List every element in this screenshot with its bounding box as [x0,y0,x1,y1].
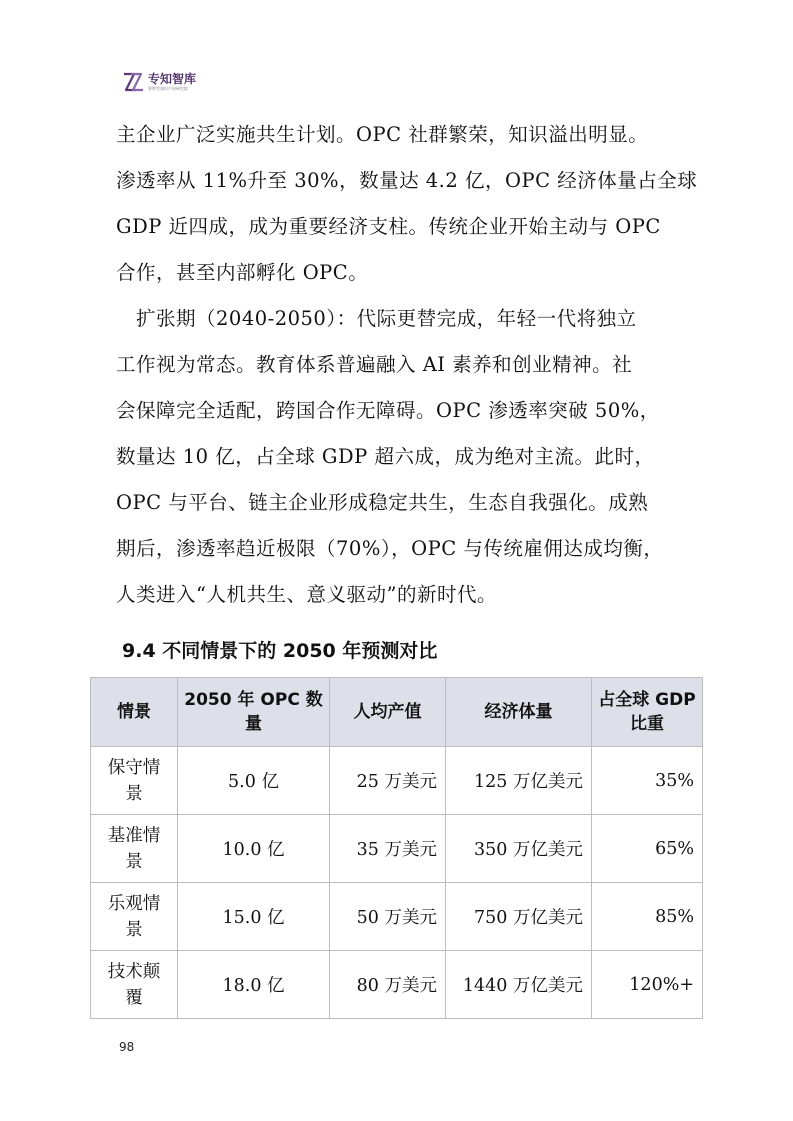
cell-economy-size: 350 万亿美元 [446,815,592,883]
cell-scenario: 技术颠覆 [91,951,178,1019]
body-line: 期后，渗透率趋近极限（70%），OPC 与传统雇佣达成均衡， [116,537,664,560]
table-row [91,951,703,1019]
logo-mark-icon [122,72,144,92]
logo-subtitle: 智库型知识产权研究院 [148,85,188,91]
table-row [91,815,703,883]
body-line: 工作视为常态。教育体系普遍融入 AI 素养和创业精神。社 [116,353,633,376]
cell-gdp-share: 65% [592,815,703,883]
body-line: 扩张期（2040-2050）：代际更替完成，年轻一代将独立 [116,307,637,330]
cell-opc-count: 15.0 亿 [178,883,330,951]
header-scenario: 情景 [91,678,178,747]
cell-gdp-share: 85% [592,883,703,951]
header-logo [122,72,196,92]
cell-opc-count: 10.0 亿 [178,815,330,883]
cell-per-capita: 80 万美元 [330,951,446,1019]
logo-name: 专知智库 [148,71,197,86]
section-title: 9.4 不同情景下的 2050 年预测对比 [122,640,438,662]
body-line: 会保障完全适配，跨国合作无障碍。OPC 渗透率突破 50%， [116,399,660,422]
table-row [91,747,703,815]
cell-scenario: 基准情景 [91,815,178,883]
cell-per-capita: 25 万美元 [330,747,446,815]
cell-scenario: 保守情景 [91,747,178,815]
body-line: 渗透率从 11%升至 30%，数量达 4.2 亿，OPC 经济体量占全球 [116,169,698,192]
cell-opc-count: 5.0 亿 [178,747,330,815]
cell-gdp-share: 120%+ [592,951,703,1019]
table-row [91,883,703,951]
cell-per-capita: 35 万美元 [330,815,446,883]
header-opc-count: 2050 年 OPC 数量 [178,678,330,747]
table-header-row [91,678,703,747]
body-line: 主企业广泛实施共生计划。OPC 社群繁荣，知识溢出明显。 [116,123,649,146]
body-paragraphs [116,112,698,618]
cell-economy-size: 750 万亿美元 [446,883,592,951]
cell-opc-count: 18.0 亿 [178,951,330,1019]
body-line: OPC 与平台、链主企业形成稳定共生，生态自我强化。成熟 [116,491,649,514]
header-economy-size: 经济体量 [446,678,592,747]
page-number: 98 [119,1040,135,1054]
body-line: 数量达 10 亿，占全球 GDP 超六成，成为绝对主流。此时， [116,445,655,468]
header-per-capita: 人均产值 [330,678,446,747]
body-line: 合作，甚至内部孵化 OPC。 [116,261,369,284]
body-line: 人类进入“人机共生、意义驱动”的新时代。 [116,583,497,606]
cell-per-capita: 50 万美元 [330,883,446,951]
body-line: GDP 近四成，成为重要经济支柱。传统企业开始主动与 OPC [116,215,661,238]
forecast-table [90,677,703,1019]
cell-economy-size: 1440 万亿美元 [446,951,592,1019]
cell-economy-size: 125 万亿美元 [446,747,592,815]
header-gdp-share: 占全球 GDP 比重 [592,678,703,747]
cell-gdp-share: 35% [592,747,703,815]
cell-scenario: 乐观情景 [91,883,178,951]
